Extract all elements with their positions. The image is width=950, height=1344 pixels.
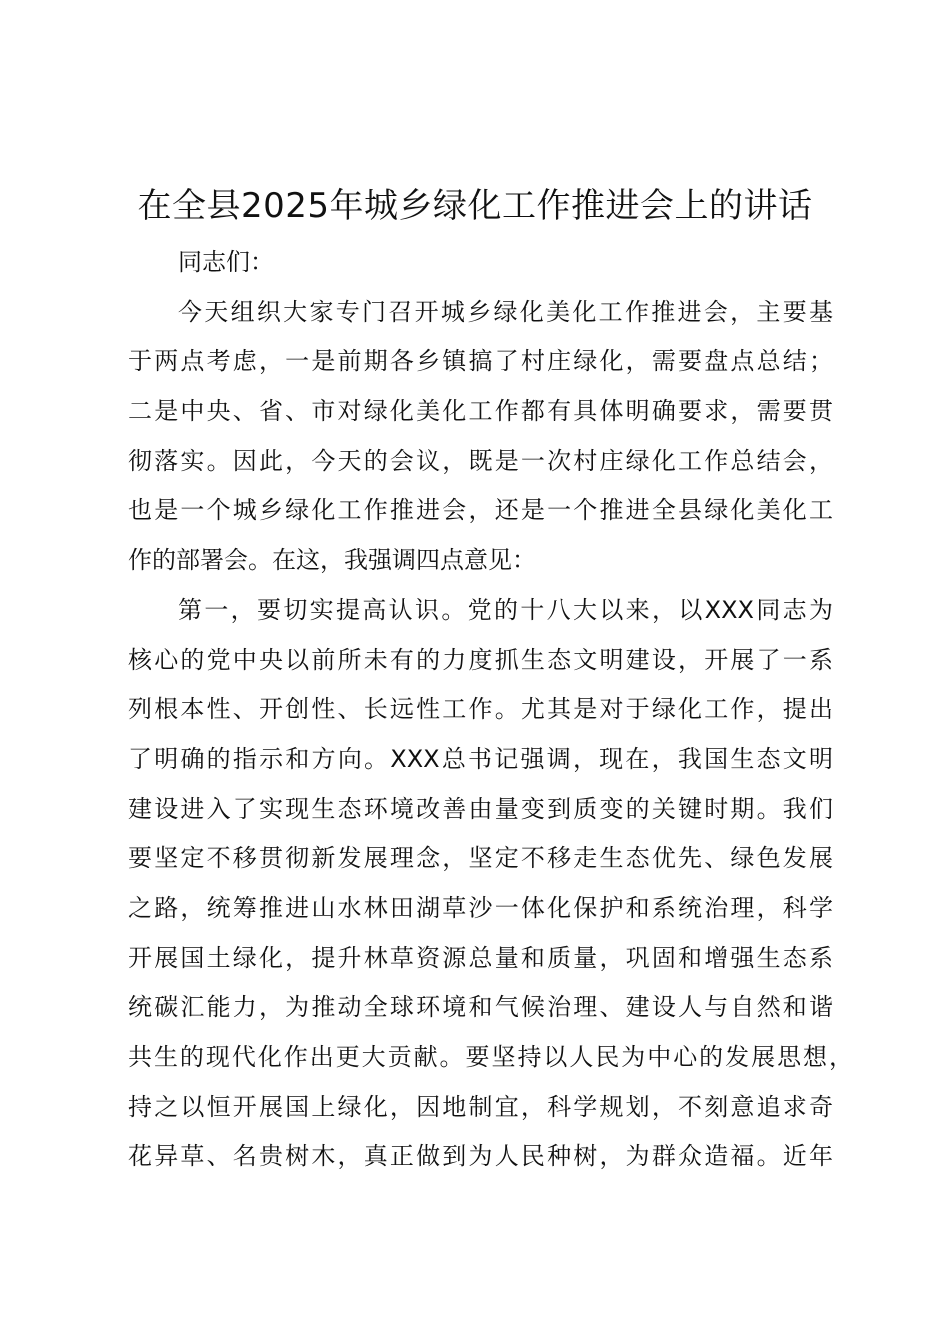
salutation: 同志们： (178, 248, 274, 276)
paragraph-2-line: 开展国土绿化，提升林草资源总量和质量，巩固和增强生态系 (128, 943, 833, 972)
paragraph-1-line: 彻落实。因此，今天的会议，既是一次村庄绿化工作总结会， (128, 446, 833, 475)
paragraph-2-line: 统碳汇能力，为推动全球环境和气候治理、建设人与自然和谐 (128, 993, 833, 1022)
paragraph-1-line: 今天组织大家专门召开城乡绿化美化工作推进会，主要基 (178, 297, 833, 326)
paragraph-2-line: 持之以恒开展国上绿化，因地制宜，科学规划，不刻意追求奇 (128, 1092, 833, 1121)
paragraph-2-line: 建设进入了实现生态环境改善由量变到质变的关键时期。我们 (128, 794, 833, 823)
paragraph-1-line: 二是中央、省、市对绿化美化工作都有具体明确要求，需要贯 (128, 397, 833, 426)
paragraph-2-line: 花异草、名贵树木，真正做到为人民种树，为群众造福。近年 (128, 1142, 833, 1171)
paragraph-1-line: 作的部署会。在这，我强调四点意见： (128, 546, 536, 575)
document-title: 在全县2025年城乡绿化工作推进会上的讲话 (137, 186, 813, 226)
paragraph-2-line: 共生的现代化作出更大贡献。要坚持以人民为中心的发展思想， (128, 1043, 853, 1071)
paragraph-1-line: 于两点考虑，一是前期各乡镇搞了村庄绿化，需要盘点总结； (128, 347, 833, 376)
paragraph-2-line: 核心的党中央以前所未有的力度抓生态文明建设，开展了一系 (128, 645, 833, 674)
paragraph-2-line: 之路，统筹推进山水林田湖草沙一体化保护和系统治理，科学 (128, 893, 833, 922)
paragraph-1-line: 也是一个城乡绿化工作推进会，还是一个推进全县绿化美化工 (128, 496, 833, 525)
paragraph-2-line: 要坚定不移贯彻新发展理念，坚定不移走生态优先、绿色发展 (128, 844, 833, 873)
paragraph-2-line: 第一，要切实提高认识。党的十八大以来，以XXX同志为 (178, 595, 833, 624)
paragraph-2-line: 了明确的指示和方向。XXX总书记强调，现在，我国生态文明 (128, 744, 833, 773)
paragraph-2-line: 列根本性、开创性、长远性工作。尤其是对于绿化工作，提出 (128, 695, 833, 724)
document-body (128, 238, 853, 1182)
